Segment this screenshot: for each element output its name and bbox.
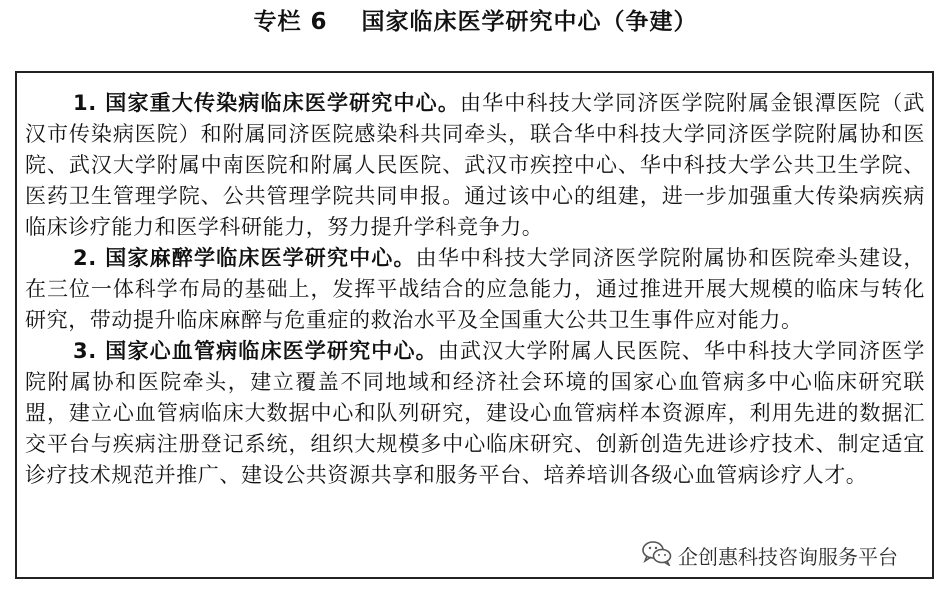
item-body: 由武汉大学附属人民医院、华中科技大学同济医学院附属协和医院牵头，建立覆盖不同地域和经济社会环境的国家心血管病多中心临床研究联盟，建立心血管病临床大数据中心和队列研究，建设心血管病样本资源库，利用先进的数据汇交平台与疾病注册登记系统，组织大规模多中心临床研究、创新创造先进诊疗技术、制定适宜诊疗技术规范并推广、建设公共资源共享和服务平台、培养培训各级心血管病诊疗人才。 xyxy=(25,339,925,487)
watermark-text: 企创惠科技咨询服务平台 xyxy=(678,544,898,569)
paragraph-item-2 xyxy=(25,243,925,336)
item-heading: 2. 国家麻醉学临床医学研究中心。 xyxy=(73,246,416,270)
watermark xyxy=(640,541,902,569)
paragraph-item-3 xyxy=(25,336,925,491)
item-heading: 3. 国家心血管病临床医学研究中心。 xyxy=(73,339,438,363)
column-label: 专栏 6 xyxy=(253,9,328,35)
page-title xyxy=(0,6,951,38)
item-body: 由华中科技大学同济医学院附属协和医院牵头建设，在三位一体科学布局的基础上，发挥平战结合的应急能力，通过推进开展大规模的临床与转化研究，带动提升临床麻醉与危重症的救治水平及全国重大公共卫生事件应对能力。 xyxy=(25,246,925,332)
item-heading: 1. 国家重大传染病临床医学研究中心。 xyxy=(73,91,460,115)
column-content xyxy=(25,88,925,491)
wechat-icon xyxy=(642,540,678,571)
column-title: 国家临床医学研究中心（争建） xyxy=(361,9,698,35)
item-body: 由华中科技大学同济医学院附属金银潭医院（武汉市传染病医院）和附属同济医院感染科共同牵头，联合华中科技大学同济医学院附属协和医院、武汉大学附属中南医院和附属人民医院、武汉市疾控中心、华中科技大学公共卫生学院、医药卫生管理学院、公共管理学院共同申报。通过该中心的组建，进一步加强重大传染病疾病临床诊疗能力和医学科研能力，努力提升学科竞争力。 xyxy=(25,91,925,239)
paragraph-item-1 xyxy=(25,88,925,243)
